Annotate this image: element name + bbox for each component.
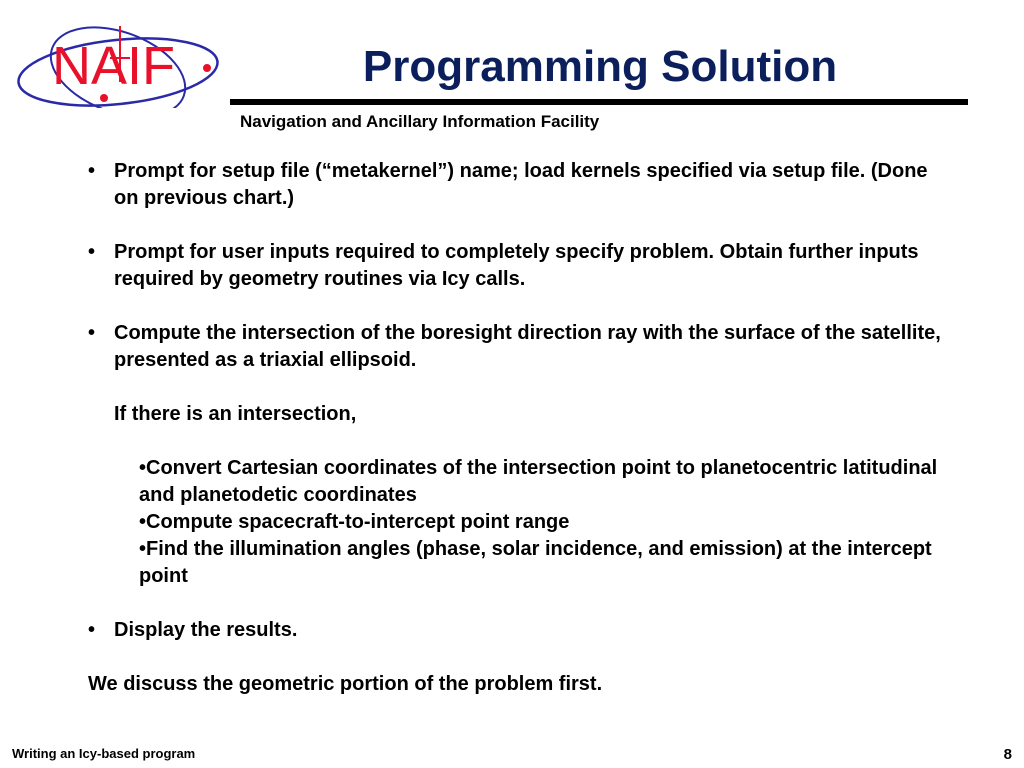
bullet-item: • Prompt for setup file (“metakernel”) name; load kernels specified via setup file. (Done on previous chart.) xyxy=(88,160,928,209)
title-underline xyxy=(230,99,968,105)
page-number: 8 xyxy=(1003,746,1012,763)
sub-bullet-item: •Find the illumination angles (phase, solar incidence, and emission) at the intercept point xyxy=(139,538,932,587)
closing-statement: We discuss the geometric portion of the problem first. xyxy=(88,673,603,695)
bullet-dot-icon: • xyxy=(88,241,96,263)
footer-course-title: Writing an Icy-based program xyxy=(12,746,196,761)
sub-bullet-item: •Convert Cartesian coordinates of the intersection point to planetocentric latitudinal and planetodetic coordinates xyxy=(139,457,938,506)
sub-bullet-list xyxy=(88,455,948,590)
slide-body xyxy=(88,158,948,698)
bullet-dot-icon: • xyxy=(88,160,96,182)
intersection-intro: If there is an intersection, xyxy=(114,403,357,425)
bullet-dot-icon: • xyxy=(88,619,96,641)
naif-logo xyxy=(14,22,228,108)
page-title: Programming Solution xyxy=(362,42,838,91)
bullet-item: • Display the results. xyxy=(88,617,948,644)
bullet-item: • Compute the intersection of the boresight direction ray with the surface of the satellite, presented as a triaxial ellipsoid. xyxy=(88,322,941,371)
logo-text: NAIF xyxy=(52,36,176,96)
sub-bullet-item: •Compute spacecraft-to-intercept point range xyxy=(139,511,570,533)
facility-subtitle: Navigation and Ancillary Information Facility xyxy=(240,112,600,131)
bullet-item: • Prompt for user inputs required to completely specify problem. Obtain further inputs required by geometry routines via Icy calls. xyxy=(88,241,919,290)
bullet-dot-icon: • xyxy=(88,322,96,344)
